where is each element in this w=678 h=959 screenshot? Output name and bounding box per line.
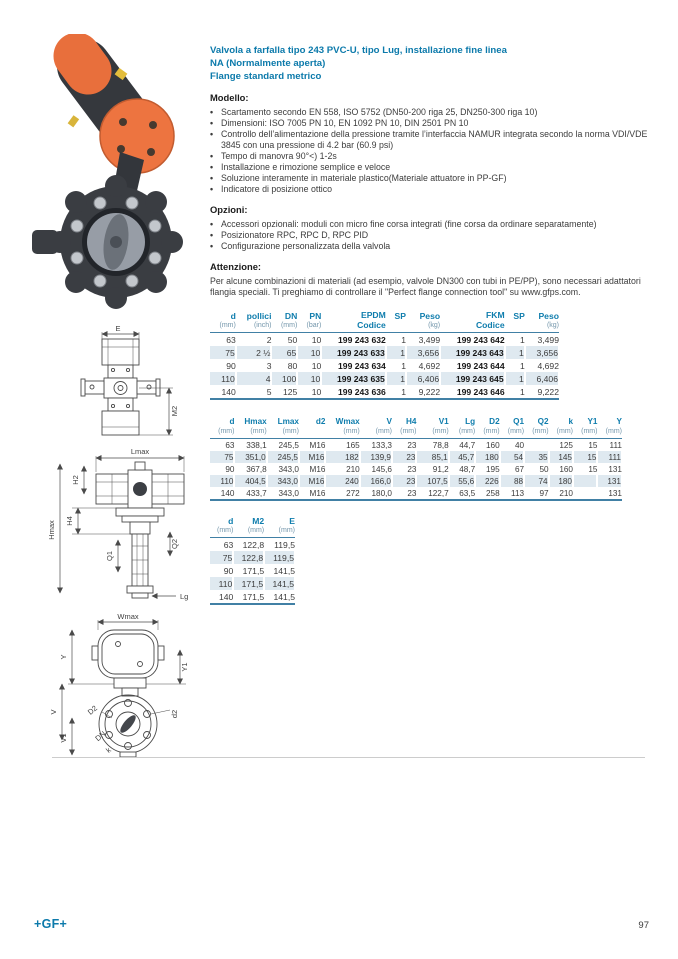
table-cell: 141,5 [264, 577, 295, 590]
section-heading-opzioni: Opzioni: [210, 204, 248, 215]
bullet-glyph: • [210, 184, 214, 194]
table-cell: 199 243 636 [338, 386, 386, 397]
table-cell: 6,406 [525, 372, 559, 385]
table-cell: 63,5 [459, 488, 476, 498]
column-header: Q2 (mm) [524, 417, 548, 439]
dim-label-v: V [49, 709, 58, 715]
bullet-text: Installazione e rimozione semplice e veloce [221, 162, 391, 172]
table-cell: 433,7 [246, 488, 267, 498]
table-cell: M16 [309, 464, 326, 474]
table-cell: 50 [539, 464, 549, 474]
table-cell: 245,5 [267, 451, 299, 463]
column-header: d2 [299, 417, 325, 439]
table-row [210, 359, 559, 372]
table-cell: 1 [505, 372, 525, 385]
column-header: Lg (mm) [449, 417, 475, 439]
dim-label-lg: Lg [180, 592, 189, 601]
table-cell: 55,6 [449, 475, 475, 487]
column-header: Peso (kg) [406, 310, 440, 333]
table-cell: 110 [210, 475, 234, 487]
table-cell: M16 [299, 475, 325, 487]
table-cell: 180 [475, 451, 499, 463]
table-cell: 240 [325, 475, 359, 487]
product-image [28, 34, 202, 322]
section-heading-attenzione: Attenzione: [210, 261, 262, 272]
dim-label-h4: H4 [65, 516, 74, 526]
table-row [210, 577, 295, 590]
ordering-table [210, 310, 560, 400]
table-cell: 6,406 [406, 372, 440, 385]
column-header: d (mm) [210, 516, 233, 538]
table-cell: 199 243 633 [321, 346, 386, 359]
table-cell: 199 243 634 [338, 360, 386, 371]
column-header: FKM Codice [440, 310, 505, 333]
dim-label-hmax: Hmax [47, 520, 56, 540]
column-header: PN (bar) [297, 310, 321, 333]
section-heading-modello: Modello: [210, 92, 249, 103]
column-header: k (mm) [549, 417, 573, 439]
table-cell: 141,5 [273, 591, 295, 602]
table-cell: 75 [210, 451, 234, 463]
bullet-glyph: • [210, 151, 214, 161]
dim-label-k: k [104, 745, 113, 755]
table-cell: 15 [588, 440, 598, 450]
attenzione-text: Per alcune combinazioni di materiali (ad esempio, valvole DN300 con tubi in PE/PP), sono necessari adattatori flangia speciali. Ti preghiamo di controllare il "Perfect flange connection tool" su www.gfps.com. [210, 276, 641, 297]
bullet-item [210, 241, 668, 252]
column-header: SP [386, 310, 406, 333]
table-cell: 110 [210, 577, 233, 590]
table-cell: 15 [588, 464, 598, 474]
table-cell: 1 [386, 346, 406, 359]
table-cell: 23 [407, 440, 417, 450]
bullet-item [210, 129, 668, 151]
dim-label-d2: d2 [170, 709, 179, 719]
bullet-item [210, 162, 668, 173]
dim-label-v1: V1 [59, 733, 68, 743]
table-cell: 1 [520, 360, 525, 371]
dim-label-h2: H2 [71, 475, 80, 485]
column-header: EPDM Codice [321, 310, 386, 333]
bullet-text: Accessori opzionali: moduli con micro fine corsa integrati (fine corsa da ordinare separatamente) [221, 219, 597, 229]
table-cell: 80 [287, 360, 298, 371]
table-cell: 199 243 642 [456, 334, 505, 345]
table-cell: 90 [225, 464, 235, 474]
table-cell: M16 [299, 451, 325, 463]
bullet-item [210, 151, 668, 162]
bullet-text: Configurazione personalizzata della valvola [221, 241, 391, 251]
table-cell: 171,5 [242, 591, 265, 602]
title-line-3: Flange standard metrico [210, 71, 322, 82]
table-cell: 199 243 646 [456, 386, 505, 397]
table-cell: 54 [500, 451, 524, 463]
table-cell: 160 [485, 440, 500, 450]
table-row [210, 538, 295, 552]
table-cell: 343,0 [267, 475, 299, 487]
table-cell: 166,0 [360, 475, 392, 487]
bullet-text: Dimensioni: ISO 7005 PN 10, EN 1092 PN 10, DIN 2501 PN 10 [221, 118, 469, 128]
table-cell: 210 [346, 464, 360, 474]
bullet-glyph: • [210, 129, 214, 139]
column-header: V (mm) [360, 417, 392, 439]
table-cell: 145 [549, 451, 573, 463]
table-cell: 125 [282, 386, 298, 397]
table-cell: 131 [597, 475, 622, 487]
table-cell: 75 [210, 551, 233, 564]
table-cell: 3,656 [406, 346, 440, 359]
table-cell: 23 [407, 488, 417, 498]
table-cell: 139,9 [360, 451, 392, 463]
dim-label-y: Y [59, 654, 68, 660]
dim-label-q1: Q1 [105, 550, 114, 562]
table-cell: 145,6 [371, 464, 392, 474]
table-cell: 199 243 635 [321, 372, 386, 385]
table-cell: 3 [266, 360, 272, 371]
column-header: Y (mm) [597, 417, 622, 439]
column-header: Q1 (mm) [500, 417, 524, 439]
table-row [210, 451, 622, 463]
table-cell: 3,656 [525, 346, 559, 359]
opzioni-bullet-list [210, 219, 668, 252]
table-row [210, 385, 559, 399]
column-header: d (mm) [210, 310, 236, 333]
column-header: DN (mm) [271, 310, 297, 333]
dim-label-m2: M2 [170, 405, 179, 417]
table-cell: 50 [287, 334, 298, 345]
column-header: D2 (mm) [475, 417, 499, 439]
valve-photo-graphic [28, 34, 202, 322]
content-column [210, 44, 668, 605]
bullet-text: Soluzione interamente in materiale plastico(Materiale attuatore in PP-GF) [221, 173, 507, 183]
table-cell: 210 [559, 488, 573, 498]
bullet-glyph: • [210, 162, 214, 172]
title-line-2: NA (Normalmente aperta) [210, 58, 326, 69]
table-cell: 67 [514, 464, 525, 474]
header-row [210, 516, 295, 538]
table-cell: 1 [401, 334, 406, 345]
table-cell: 3,499 [537, 334, 559, 345]
bullet-item [210, 219, 668, 230]
bullet-glyph: • [210, 118, 214, 128]
table-cell: 4 [236, 372, 272, 385]
dim-label-d2-outer: D2 [85, 703, 99, 717]
table-cell: 45,7 [449, 451, 475, 463]
table-cell: 141,5 [273, 565, 295, 576]
table-cell: 10 [311, 360, 322, 371]
column-header: pollici (inch) [236, 310, 272, 333]
side-view-graphic [44, 612, 206, 762]
title-line-1: Valvola a farfalla tipo 243 PVC-U, tipo Lug, installazione fine linea [210, 45, 507, 56]
bullet-text: Scartamento secondo EN 558, ISO 5752 (DN50-200 riga 25, DN250-300 riga 10) [221, 107, 538, 117]
table-cell: 122,7 [428, 488, 449, 498]
table-cell: 131 [608, 488, 622, 498]
dimensions-table [210, 417, 623, 501]
table-cell: 199 243 645 [440, 372, 505, 385]
table-cell: 85,1 [416, 451, 448, 463]
bullet-text: Posizionatore RPC, RPC D, RPC PID [221, 230, 369, 240]
bullet-item [210, 230, 668, 241]
table-row [210, 590, 295, 604]
table-cell [573, 475, 597, 487]
table-cell: 1 [505, 346, 525, 359]
table-cell: 125 [559, 440, 573, 450]
table-cell: 165 [346, 440, 360, 450]
table-cell: 110 [210, 372, 236, 385]
table-cell: 48,7 [459, 464, 476, 474]
table-cell: 180 [549, 475, 573, 487]
table-cell: 171,5 [242, 565, 265, 576]
column-header: V1 (mm) [416, 417, 448, 439]
table-cell: 140 [220, 488, 235, 498]
table-cell: 404,5 [234, 475, 266, 487]
table-row [210, 372, 559, 385]
table-cell: 1 [386, 372, 406, 385]
table-cell: 107,5 [416, 475, 448, 487]
table-cell: 63 [226, 334, 236, 345]
table-cell: 182 [325, 451, 359, 463]
table-row [210, 439, 622, 452]
column-header: Wmax (mm) [325, 417, 359, 439]
table-cell: 23 [392, 451, 416, 463]
table-cell: 74 [524, 475, 548, 487]
table-cell: 9,222 [418, 386, 441, 397]
table-cell: 90 [223, 565, 234, 576]
table-cell: 111 [609, 440, 622, 450]
dim-label-dn: DN [93, 729, 108, 744]
table-cell: 100 [271, 372, 297, 385]
table-cell: 97 [539, 488, 549, 498]
table-cell: 15 [573, 451, 597, 463]
column-header: M2 (mm) [233, 516, 264, 538]
column-header: d (mm) [210, 417, 234, 439]
table-cell: 23 [392, 475, 416, 487]
header-row [210, 310, 559, 333]
table-row [210, 564, 295, 577]
table-cell: 199 243 632 [338, 334, 386, 345]
table-cell: 351,0 [234, 451, 266, 463]
table-cell: 199 243 643 [440, 346, 505, 359]
table-cell: 91,2 [432, 464, 449, 474]
bullet-glyph: • [210, 241, 214, 251]
table-row [210, 551, 295, 564]
separator-line [52, 757, 645, 758]
table-cell: 180,0 [371, 488, 392, 498]
table-cell: 35 [524, 451, 548, 463]
top-view-graphic [55, 323, 200, 438]
table-cell: 90 [226, 360, 236, 371]
bullet-glyph: • [210, 173, 214, 183]
table-cell: 131 [608, 464, 622, 474]
column-header: Peso (kg) [525, 310, 559, 333]
table-cell: 3,499 [418, 334, 441, 345]
column-header: Lmax (mm) [267, 417, 299, 439]
table-row [210, 346, 559, 359]
drawing-valve-side-view [44, 612, 206, 762]
dim-label-y1: Y1 [180, 662, 189, 672]
table-cell: 160 [559, 464, 573, 474]
table-cell: 44,7 [459, 440, 476, 450]
table-cell: 65 [271, 346, 297, 359]
dim-label-e: E [115, 324, 121, 333]
bullet-item [210, 118, 668, 129]
table-cell: 119,5 [264, 551, 295, 564]
table-cell: 1 [401, 386, 406, 397]
table-cell: 367,8 [246, 464, 267, 474]
bullet-item [210, 184, 668, 195]
front-view-graphic [44, 444, 206, 622]
table-cell: 63 [225, 440, 235, 450]
table-cell: 9,222 [537, 386, 559, 397]
table-cell: 10 [311, 386, 322, 397]
drawing-actuator-top-view [55, 323, 200, 438]
table-cell: 122,8 [242, 539, 265, 550]
table-cell: 343,0 [278, 464, 299, 474]
table-cell: 199 243 644 [456, 360, 505, 371]
table-row [210, 463, 622, 475]
table-cell: 272 [346, 488, 360, 498]
table-cell: 122,8 [233, 551, 264, 564]
table-cell: 1 [520, 334, 525, 345]
bullet-item [210, 107, 668, 118]
table-cell: 2 ½ [236, 346, 272, 359]
table-cell: 10 [297, 346, 321, 359]
table-cell: 10 [297, 372, 321, 385]
table-cell: 140 [221, 386, 236, 397]
table-cell: 2 [266, 334, 272, 345]
bullet-text: Indicatore di posizione ottico [221, 184, 333, 194]
bullet-glyph: • [210, 219, 214, 229]
table-cell: 113 [511, 488, 525, 498]
column-header: SP [505, 310, 525, 333]
table-cell: 226 [475, 475, 499, 487]
table-cell: 75 [210, 346, 236, 359]
table-cell: M16 [309, 488, 326, 498]
table-cell: 338,1 [246, 440, 267, 450]
dim-label-wmax: Wmax [117, 612, 139, 621]
table-cell: 10 [311, 334, 322, 345]
table-cell: 4,692 [537, 360, 559, 371]
table-cell: 63 [223, 539, 234, 550]
column-header: Hmax (mm) [234, 417, 266, 439]
table-cell: 258 [485, 488, 500, 498]
table-cell: 5 [266, 386, 272, 397]
table-row [210, 475, 622, 487]
dim-label-q2: Q2 [170, 538, 179, 550]
bullet-text: Controllo dell’alimentazione della pressione tramite l’interfaccia NAMUR integrata secondo la norma VDI/VDE 3845 con una pressione di 4.2 bar (60.9 psi) [221, 129, 648, 150]
bullet-item [210, 173, 668, 184]
column-header: E (mm) [264, 516, 295, 538]
table-cell: 171,5 [233, 577, 264, 590]
table-cell [524, 439, 548, 452]
table-cell [573, 487, 597, 500]
table-row [210, 487, 622, 500]
column-header: H4 (mm) [392, 417, 416, 439]
page-number: 97 [638, 920, 649, 931]
dim-label-lmax: Lmax [130, 447, 150, 456]
table-cell: 1 [401, 360, 406, 371]
table-cell: 133,3 [371, 440, 392, 450]
table-cell: 88 [500, 475, 524, 487]
table-cell: 78,8 [432, 440, 449, 450]
table-cell: 119,5 [274, 539, 295, 550]
table-cell: 111 [597, 451, 622, 463]
table-cell: 343,0 [278, 488, 299, 498]
table-cell: 140 [218, 591, 234, 602]
bullet-glyph: • [210, 107, 214, 117]
table-cell: 195 [485, 464, 500, 474]
table-cell: 4,692 [418, 360, 441, 371]
table-cell: 245,5 [278, 440, 299, 450]
table-cell: M16 [309, 440, 326, 450]
drawing-valve-front-view [44, 444, 206, 622]
bullet-glyph: • [210, 230, 214, 240]
page-title [210, 44, 668, 83]
table-row [210, 333, 559, 347]
bullet-text: Tempo di manovra 90°<) 1-2s [221, 151, 337, 161]
table-cell: 40 [514, 440, 525, 450]
actuator-dimensions-table [210, 516, 296, 605]
header-row [210, 417, 622, 439]
table-cell: 23 [407, 464, 417, 474]
gf-logo: +GF+ [34, 917, 68, 931]
table-cell: 1 [520, 386, 525, 397]
modello-bullet-list [210, 107, 668, 195]
column-header: Y1 (mm) [573, 417, 597, 439]
